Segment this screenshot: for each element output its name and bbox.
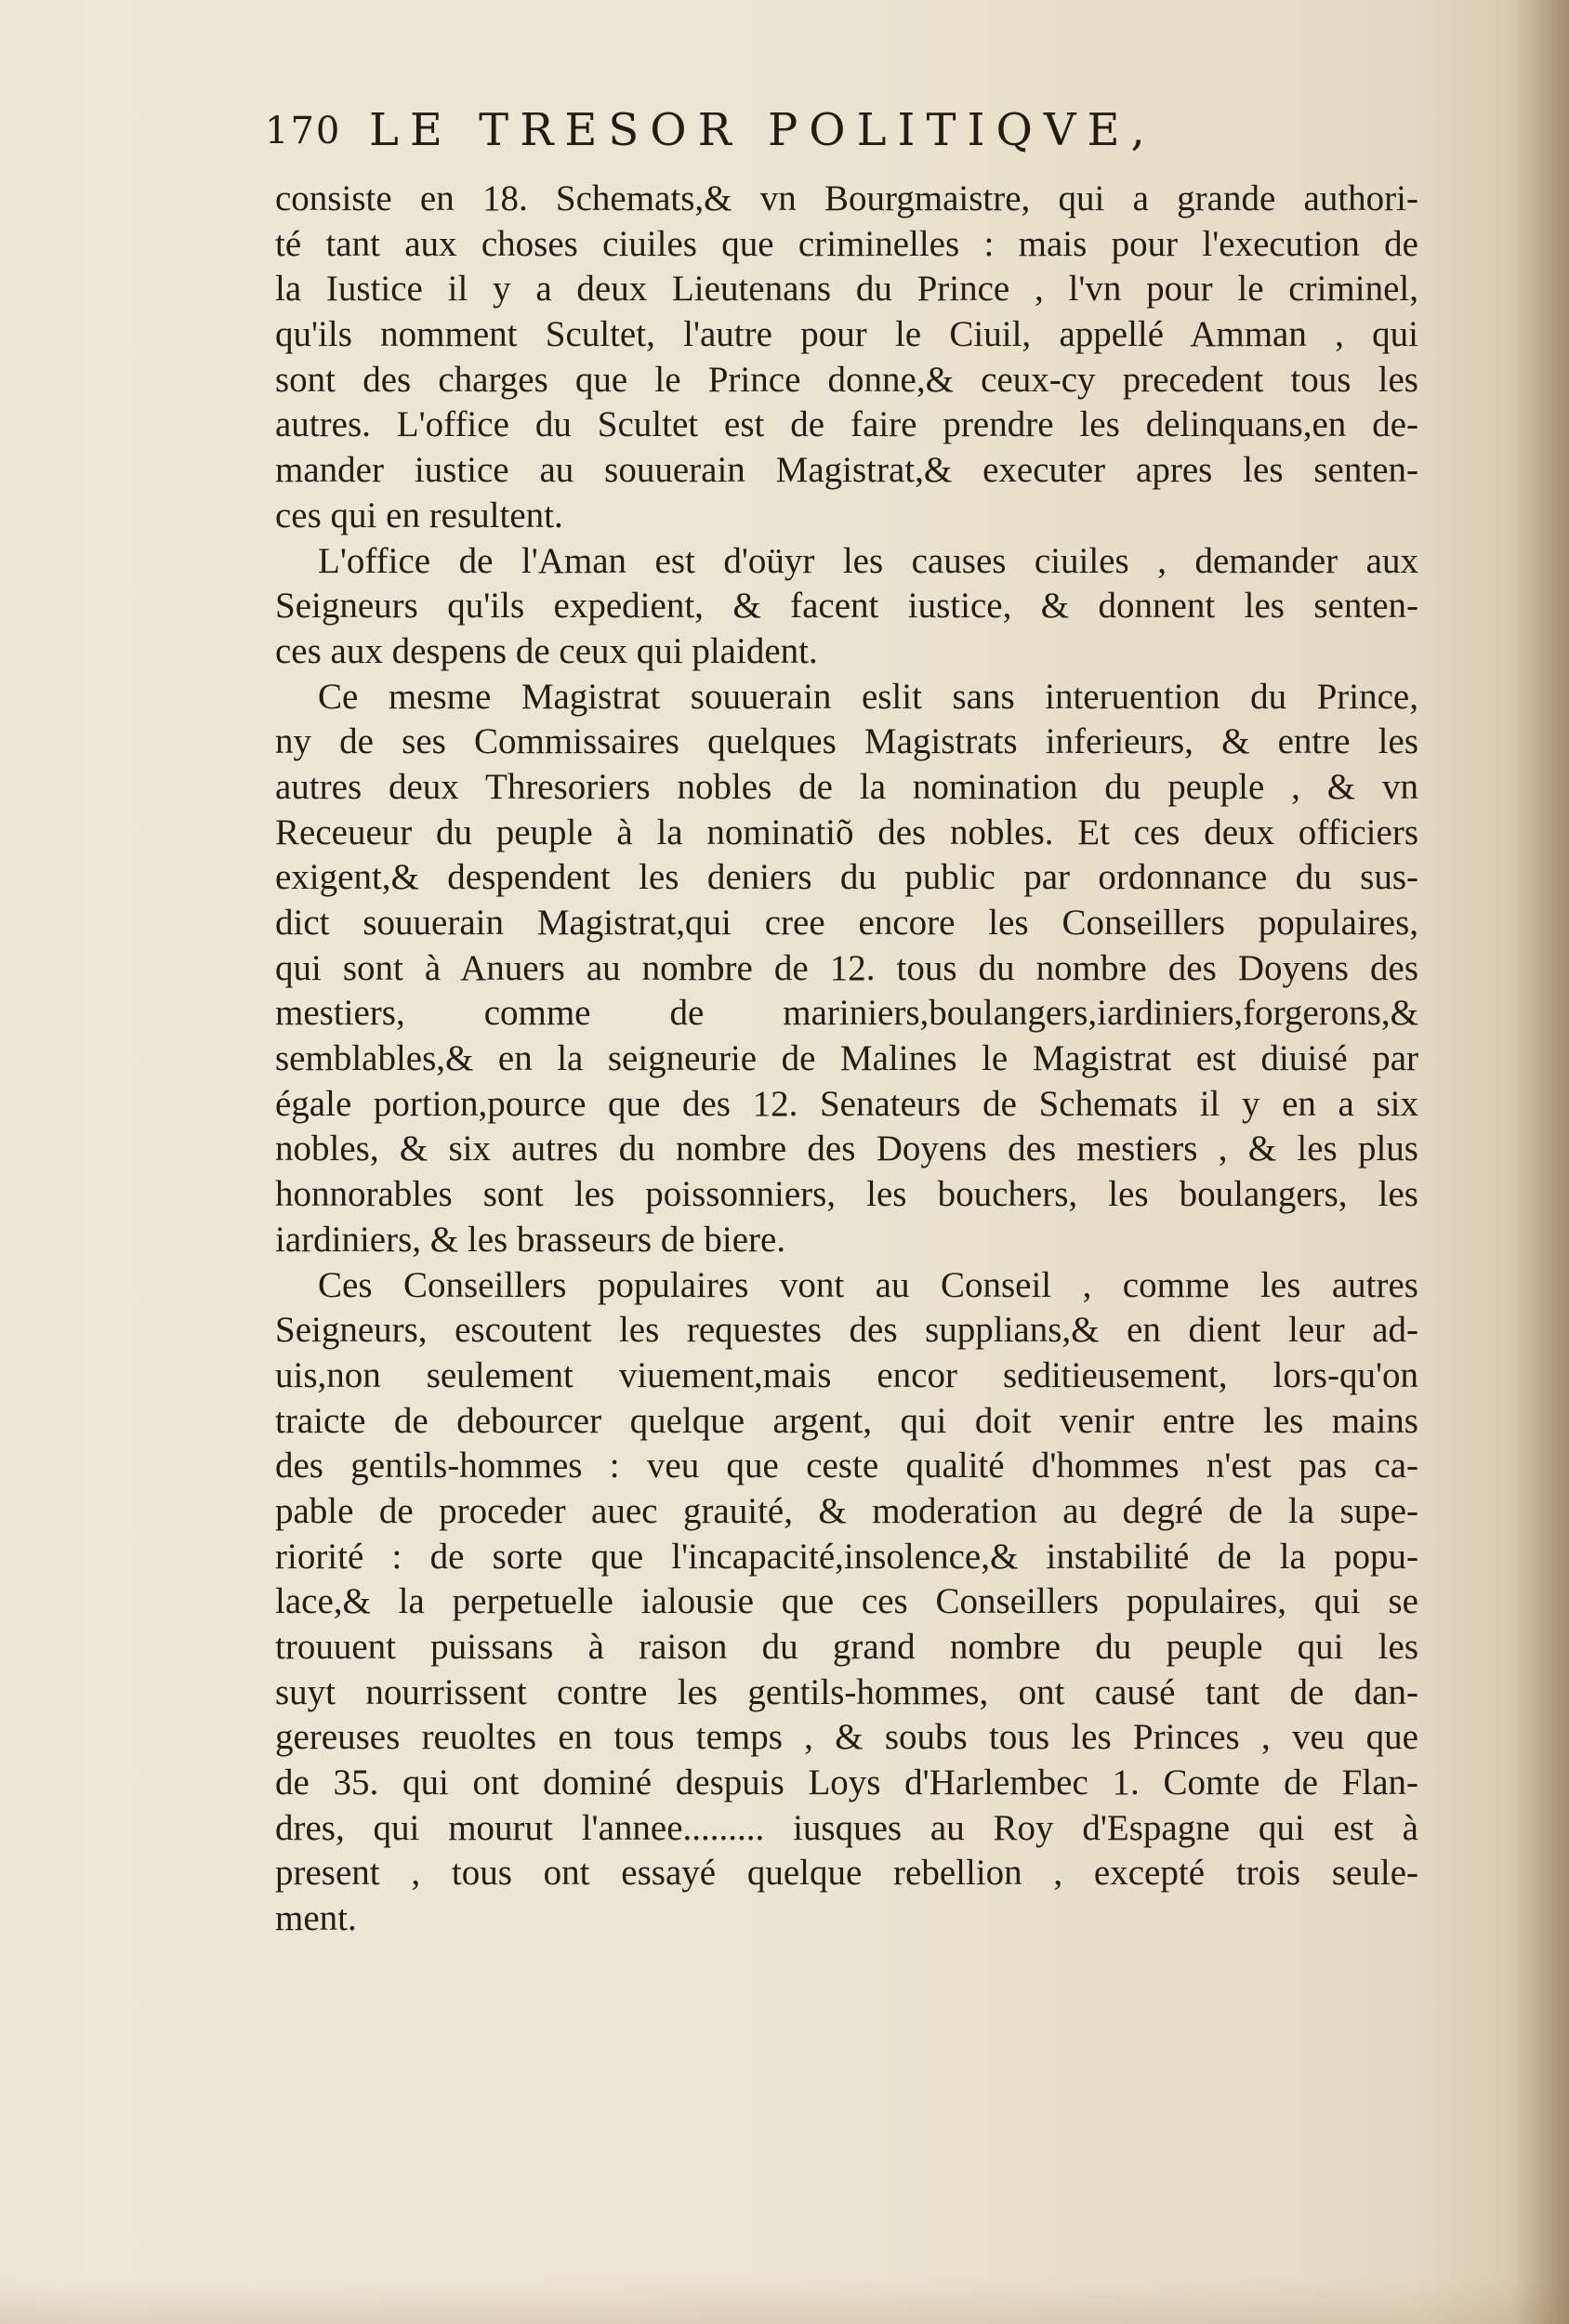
page-number: 170 (265, 110, 342, 152)
text-line: ces qui en resultent. (275, 495, 563, 535)
text-line: uis,non seulement viuement,mais encor seditieusement, lors-qu'on (275, 1354, 1418, 1395)
text-line: qui sont à Anuers au nombre de 12. tous du nombre des Doyens des (275, 947, 1418, 988)
text-line: autres deux Thresoriers nobles de la nomination du peuple , & vn (275, 766, 1418, 807)
page-header (265, 104, 1427, 160)
text-line: mestiers, comme de mariniers,boulangers,iardiniers,forgerons,& (275, 993, 1418, 1034)
text-line: traicte de debourcer quelque argent, qui doit venir entre les mains (275, 1400, 1418, 1441)
text-line: té tant aux choses ciuiles que criminelles : mais pour l'execution de (275, 223, 1418, 264)
text-line: des gentils-hommes : veu que ceste qualité d'hommes n'est pas ca- (275, 1446, 1418, 1486)
text-line: gereuses reuoltes en tous temps , & soubs tous les Princes , veu que (275, 1717, 1418, 1758)
text-line: Seigneurs, escoutent les requestes des supplians,& en dient leur ad- (275, 1310, 1418, 1351)
text-line: la Iustice il y a deux Lieutenans du Prince , l'vn pour le criminel, (275, 269, 1418, 310)
text-line: dict souuerain Magistrat,qui cree encore les Conseillers populaires, (275, 903, 1418, 943)
running-title: LE TRESOR POLITIQVE, (369, 104, 1156, 156)
text-line: consiste en 18. Schemats,& vn Bourgmaistre, qui a grande authori- (275, 178, 1418, 218)
text-line: Seigneurs qu'ils expedient, & facent iustice, & donnent les senten- (275, 586, 1418, 627)
page-bottom-shadow (0, 2278, 1569, 2324)
text-line: Ce mesme Magistrat souuerain eslit sans interuention du Prince, (318, 676, 1418, 717)
text-line: ces aux despens de ceux qui plaident. (275, 630, 818, 671)
text-line: iardiniers, & les brasseurs de biere. (275, 1219, 786, 1260)
text-line: Receueur du peuple à la nominatiõ des nobles. Et ces deux officiers (275, 812, 1418, 852)
text-line: exigent,& despendent les deniers du public par ordonnance du sus- (275, 857, 1418, 898)
text-line: present , tous ont essayé quelque rebellion , excepté trois seule- (275, 1853, 1418, 1894)
text-line: sont des charges que le Prince donne,& ceux-cy precedent tous les (275, 359, 1418, 400)
text-line: Ces Conseillers populaires vont au Conseil , comme les autres (318, 1264, 1418, 1305)
text-line: dres, qui mourut l'annee......... iusques au Roy d'Espagne qui est à (275, 1807, 1418, 1848)
text-line: autres. L'office du Scultet est de faire prendre les delinquans,en de- (275, 404, 1418, 445)
text-line: trouuent puissans à raison du grand nombre du peuple qui les (275, 1627, 1418, 1667)
text-line: riorité : de sorte que l'incapacité,insolence,& instabilité de la popu- (275, 1536, 1418, 1577)
text-line: de 35. qui ont dominé despuis Loys d'Harlembec 1. Comte de Flan- (275, 1763, 1418, 1803)
text-line: ny de ses Commissaires quelques Magistrats inferieurs, & entre les (275, 721, 1418, 762)
text-line: mander iustice au souuerain Magistrat,& executer apres les senten- (275, 450, 1418, 491)
text-line: semblables,& en la seigneurie de Malines le Magistrat est diuisé par (275, 1038, 1418, 1079)
text-line: pable de proceder auec grauité, & moderation au degré de la supe- (275, 1490, 1418, 1531)
text-line: qu'ils nomment Scultet, l'autre pour le Ciuil, appellé Amman , qui (275, 314, 1418, 355)
text-line: L'office de l'Aman est d'oüyr les causes ciuiles , demander aux (318, 540, 1418, 581)
text-line: suyt nourrissent contre les gentils-hommes, ont causé tant de dan- (275, 1671, 1418, 1712)
text-line: honnorables sont les poissonniers, les bouchers, les boulangers, les (275, 1174, 1418, 1215)
text-line: lace,& la perpetuelle ialousie que ces Conseillers populaires, qui se (275, 1581, 1418, 1622)
text-line: ment. (275, 1898, 357, 1939)
text-line: égale portion,pource que des 12. Senateurs de Schemats il y en a six (275, 1083, 1418, 1124)
text-line: nobles, & six autres du nombre des Doyens des mestiers , & les plus (275, 1129, 1418, 1169)
page-edge-shadow (1513, 0, 1569, 2324)
body-text (275, 177, 1418, 1942)
